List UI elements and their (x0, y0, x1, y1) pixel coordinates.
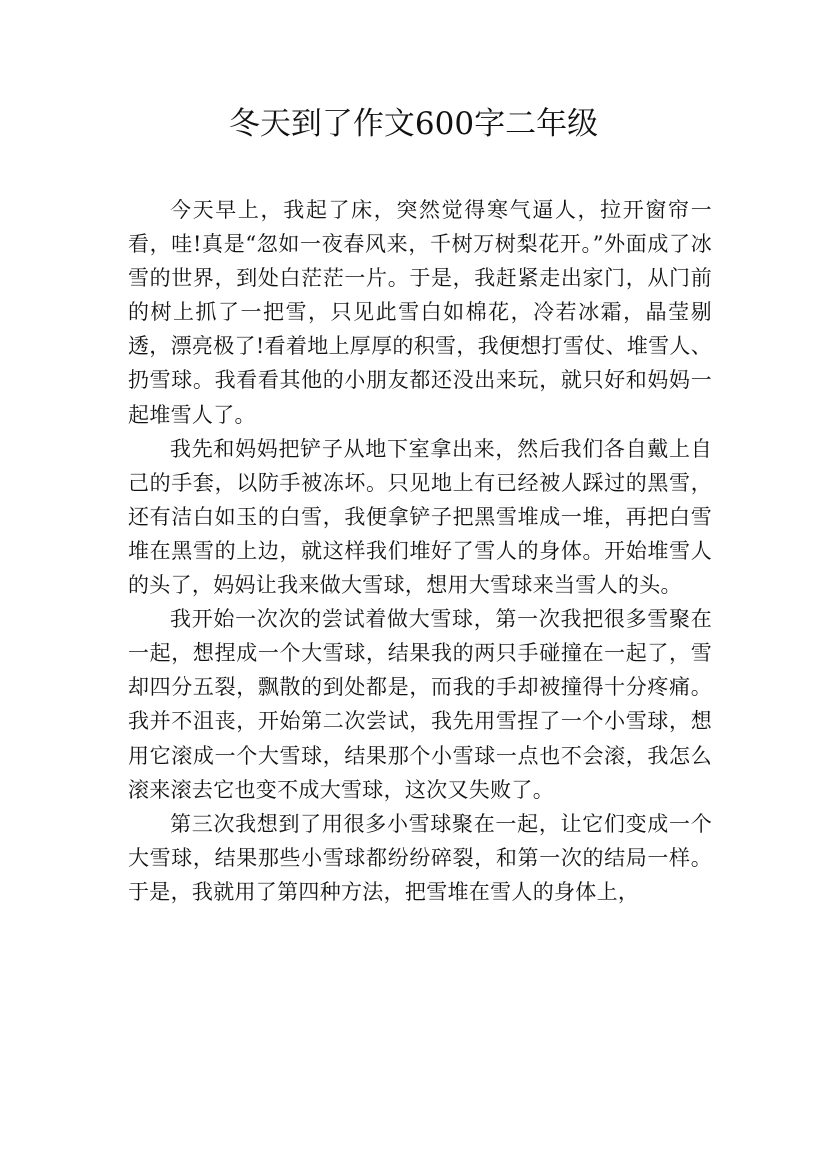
paragraph-3: 我开始一次次的尝试着做大雪球，第一次我把很多雪聚在一起，想捏成一个大雪球，结果我的两只手碰撞在一起了，雪却四分五裂，飘散的到处都是，而我的手却被撞得十分疼痛。我并不沮丧，开始第二次尝试，我先用雪捏了一个小雪球，想用它滚成一个大雪球，结果那个小雪球一点也不会滚，我怎么滚来滚去它也变不成大雪球，这次又失败了。 (128, 607, 712, 802)
paragraph-4: 第三次我想到了用很多小雪球聚在一起，让它们变成一个大雪球，结果那些小雪球都纷纷碎裂，和第一次的结局一样。于是，我就用了第四种方法，把雪堆在雪人的身体上， (128, 811, 712, 904)
page-title: 冬天到了作文600字二年级 (228, 106, 599, 142)
paragraph-1: 今天早上，我起了床，突然觉得寒气逼人，拉开窗帘一看，哇!真是“忽如一夜春风来，千树万树梨花开。”外面成了冰雪的世界，到处白茫茫一片。于是，我赶紧走出家门，从门前的树上抓了一把雪，只见此雪白如棉花，冷若冰霜，晶莹剔透，漂亮极了!看着地上厚厚的积雪，我便想打雪仗、堆雪人、扔雪球。我看看其他的小朋友都还没出来玩，就只好和妈妈一起堆雪人了。 (128, 198, 712, 427)
paragraph-2: 我先和妈妈把铲子从地下室拿出来，然后我们各自戴上自己的手套，以防手被冻坏。只见地上有已经被人踩过的黑雪，还有洁白如玉的白雪，我便拿铲子把黑雪堆成一堆，再把白雪堆在黑雪的上边，就这样我们堆好了雪人的身体。开始堆雪人的头了，妈妈让我来做大雪球，想用大雪球来当雪人的头。 (128, 436, 712, 598)
essay-body (128, 193, 712, 909)
